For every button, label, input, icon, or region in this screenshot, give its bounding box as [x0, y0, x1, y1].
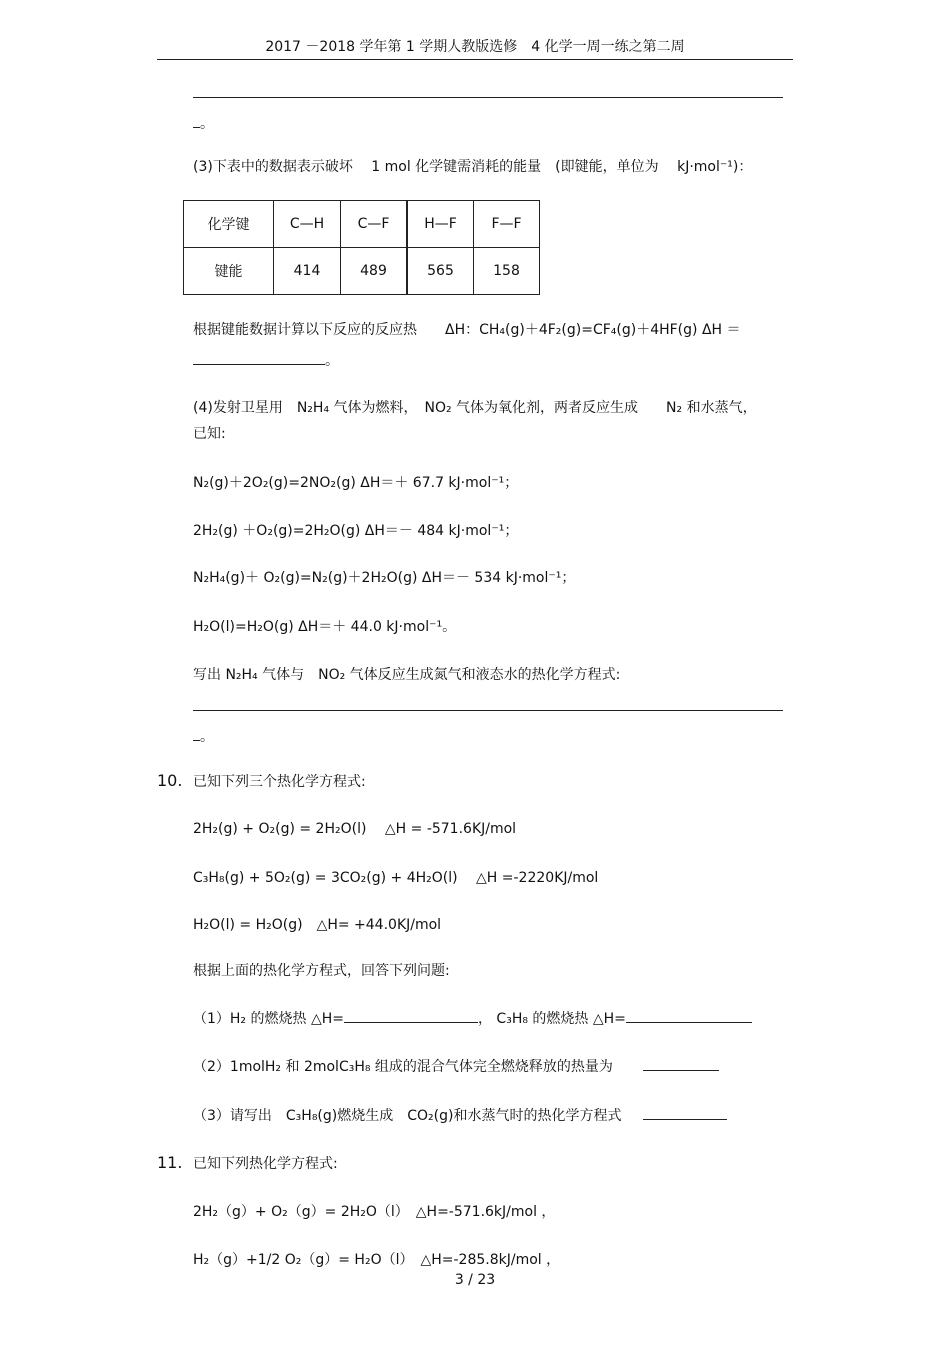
table-cell: 489: [341, 248, 408, 295]
table-cell: F—F: [474, 201, 540, 248]
equation: H₂O(l)=H₂O(g) ΔH＝＋ 44.0 kJ·mol⁻¹。: [193, 619, 457, 635]
answer-blank[interactable]: [626, 1022, 752, 1023]
answer-blank[interactable]: [193, 97, 783, 98]
equation: 2H₂(g) ＋O₂(g)=2H₂O(g) ΔH＝－ 484 kJ·mol⁻¹；: [193, 523, 519, 539]
equation: N₂H₄(g)＋ O₂(g)=N₂(g)＋2H₂O(g) ΔH＝－ 534 kJ·mol⁻¹；: [193, 570, 576, 586]
q10-sub2: （2）1molH₂ 和 2molC₃H₈ 组成的混合气体完全燃烧释放的热量为: [193, 1058, 719, 1076]
equation: N₂(g)＋2O₂(g)=2NO₂(g) ΔH＝＋ 67.7 kJ·mol⁻¹；: [193, 475, 519, 491]
q11-intro: 已知下列热化学方程式:: [193, 1156, 338, 1172]
q10-sub3: （3）请写出 C₃H₈(g)燃烧生成 CO₂(g)和水蒸气时的热化学方程式: [193, 1107, 727, 1125]
table-cell: 化学键: [184, 201, 274, 248]
question-number: 11.: [157, 1153, 183, 1172]
answer-blank-line[interactable]: 。: [193, 352, 339, 370]
equation: 2H₂（g）+ O₂（g）= 2H₂O（l） △H=-571.6kJ/mol ，: [193, 1204, 556, 1220]
table-cell: 565: [407, 248, 474, 295]
q10-sub1: （1）H₂ 的燃烧热 △H= ， C₃H₈ 的燃烧热 △H=: [193, 1010, 752, 1028]
answer-blank[interactable]: [344, 1022, 478, 1023]
table-cell: H—F: [407, 201, 474, 248]
answer-blank[interactable]: [643, 1119, 727, 1120]
answer-tail: 。: [193, 728, 214, 746]
q9-part4-intro-2: 已知:: [193, 426, 226, 442]
equation: C₃H₈(g) + 5O₂(g) = 3CO₂(g) + 4H₂O(l) △H =-2220KJ/mol: [193, 870, 599, 886]
answer-blank[interactable]: [193, 710, 783, 711]
table-cell: 414: [274, 248, 341, 295]
table-cell: 键能: [184, 248, 274, 295]
header-rule: [157, 59, 793, 60]
table-cell: C—F: [341, 201, 408, 248]
page-number: 3 / 23: [454, 1272, 496, 1288]
table-row: [184, 248, 540, 295]
question-number: 10.: [157, 771, 183, 790]
page-header: 2017 －2018 学年第 1 学期人教版选修 4 化学一周一练之第二周: [265, 39, 685, 55]
answer-blank[interactable]: [643, 1070, 719, 1071]
q9-part4-question: 写出 N₂H₄ 气体与 NO₂ 气体反应生成氮气和液态水的热化学方程式:: [193, 667, 621, 683]
table-cell: 158: [474, 248, 540, 295]
q10-intro: 已知下列三个热化学方程式:: [193, 774, 366, 790]
equation: H₂（g）+1/2 O₂（g）= H₂O（l） △H=-285.8kJ/mol ，: [193, 1252, 561, 1268]
table-header-row: [184, 201, 540, 248]
table-cell: C—H: [274, 201, 341, 248]
q9-part3-calc: 根据键能数据计算以下反应的反应热 ΔH：CH₄(g)＋4F₂(g)=CF₄(g)＋4HF(g) ΔH ＝: [193, 322, 741, 338]
equation: 2H₂(g) + O₂(g) = 2H₂O(l) △H = -571.6KJ/mol: [193, 821, 517, 837]
q9-part3-intro: (3)下表中的数据表示破坏 1 mol 化学键需消耗的能量 (即键能，单位为 kJ·mol⁻¹)：: [193, 159, 753, 175]
bond-energy-table: [183, 200, 540, 295]
equation: H₂O(l) = H₂O(g) △H= +44.0KJ/mol: [193, 917, 442, 933]
q9-part4-intro: (4)发射卫星用 N₂H₄ 气体为燃料， NO₂ 气体为氧化剂，两者反应生成 N₂ 和水蒸气，: [193, 400, 757, 416]
answer-tail: 。: [193, 115, 214, 133]
q10-prompt: 根据上面的热化学方程式，回答下列问题:: [193, 963, 450, 979]
